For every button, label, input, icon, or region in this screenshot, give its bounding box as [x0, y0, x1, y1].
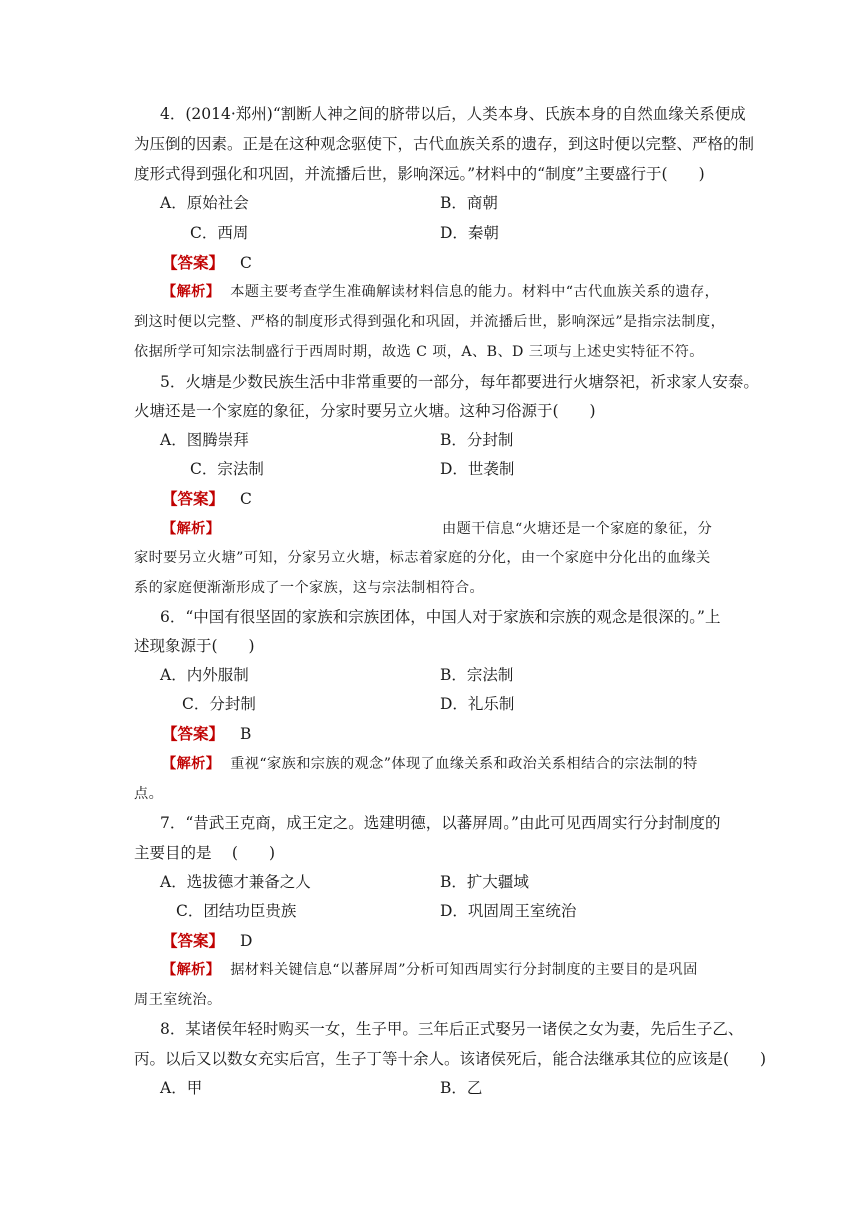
question-5-option-c: C．宗法制: [190, 460, 264, 478]
question-5-option-b: B．分封制: [440, 431, 514, 449]
question-4-answer: [162, 253, 762, 273]
question-4-option-a: A．原始社会: [160, 194, 249, 212]
analysis-text: 据材料关键信息“以蕃屏周”分析可知西周实行分封制度的主要目的是巩固: [230, 962, 698, 978]
question-6-analysis-line-1: [162, 754, 762, 774]
question-6-line-2: 述现象源于( ): [134, 637, 255, 655]
analysis-text: 重视“家族和宗族的观念”体现了血缘关系和政治关系相结合的宗法制的特: [230, 756, 698, 772]
question-6-option-a: A．内外服制: [160, 666, 249, 684]
answer-value: C: [240, 490, 252, 508]
analysis-tag: 【解析】: [162, 962, 221, 978]
analysis-tag: 【解析】: [162, 756, 221, 772]
question-8-line-2: 丙。以后又以数女充实后宫，生子丁等十余人。该诸侯死后，能合法继承其位的应该是( ): [134, 1050, 767, 1068]
question-4-analysis-line-2: 到这时便以完整、严格的制度形式得到强化和巩固，并流播后世，影响深远”是指宗法制度，: [134, 314, 726, 330]
question-7-option-b: B．扩大疆域: [440, 873, 529, 891]
question-7-option-c: C．团结功臣贵族: [176, 902, 297, 920]
answer-tag: 【答案】: [162, 253, 225, 272]
question-7-line-1: 7．“昔武王克商，成王定之。选建明德，以蕃屏周。”由此可见西周实行分封制度的: [160, 814, 721, 832]
question-7-answer: [162, 931, 762, 951]
answer-value: C: [240, 254, 252, 272]
analysis-tag: 【解析】: [162, 284, 221, 300]
question-4-line-1: 4．(2014·郑州)“割断人神之间的脐带以后，人类本身、氏族本身的自然血缘关系便成: [160, 105, 746, 123]
answer-tag: 【答案】: [162, 489, 225, 508]
question-5-option-d: D．世袭制: [440, 460, 515, 478]
question-6-answer: [162, 724, 762, 744]
question-4-option-d: D．秦朝: [440, 224, 499, 242]
question-5-analysis-line-1-text: 由题干信息“火塘还是一个家庭的象征，分: [442, 521, 713, 537]
question-7-analysis-line-1: [162, 960, 762, 980]
question-7-option-d: D．巩固周王室统治: [440, 902, 577, 920]
question-4-analysis-line-1: [162, 282, 762, 302]
answer-value: B: [240, 725, 252, 743]
question-8-option-a: A．甲: [160, 1079, 203, 1097]
question-6-analysis-line-2: 点。: [134, 786, 164, 802]
question-6-option-b: B．宗法制: [440, 666, 514, 684]
question-4-line-3: 度形式得到强化和巩固，并流播后世，影响深远。”材料中的“制度”主要盛行于( ): [134, 165, 705, 183]
question-5-analysis-line-2: 家时要另立火塘”可知，分家另立火塘，标志着家庭的分化，由一个家庭中分化出的血缘关: [134, 550, 711, 566]
question-6-line-1: 6．“中国有很坚固的家族和宗族团体，中国人对于家族和宗族的观念是很深的。”上: [160, 608, 721, 626]
answer-value: D: [240, 932, 253, 950]
analysis-tag: 【解析】: [162, 521, 221, 537]
question-5-analysis-line-3: 系的家庭便渐渐形成了一个家族，这与宗法制相符合。: [134, 580, 485, 596]
question-5-line-2: 火塘还是一个家庭的象征，分家时要另立火塘。这种习俗源于( ): [134, 402, 596, 420]
question-5-answer: [162, 489, 762, 509]
question-8-option-b: B．乙: [440, 1079, 483, 1097]
question-6-option-d: D．礼乐制: [440, 695, 515, 713]
question-5-option-a: A．图腾崇拜: [160, 431, 249, 449]
analysis-text: 本题主要考查学生准确解读材料信息的能力。材料中“古代血族关系的遗存，: [230, 284, 720, 300]
question-6-option-c: C．分封制: [182, 695, 256, 713]
question-4-option-c: C．西周: [190, 224, 249, 242]
question-4-analysis-line-3: 依据所学可知宗法制盛行于西周时期，故选 C 项，A、B、D 三项与上述史实特征不符。: [134, 344, 704, 360]
question-5-line-1: 5．火塘是少数民族生活中非常重要的一部分，每年都要进行火塘祭祀，祈求家人安泰。: [160, 373, 759, 391]
question-7-line-2: 主要目的是 ( ): [134, 844, 276, 862]
question-8-line-1: 8．某诸侯年轻时购买一女，生子甲。三年后正式娶另一诸侯之女为妻，先后生子乙、: [160, 1020, 744, 1038]
question-7-analysis-line-2: 周王室统治。: [134, 992, 222, 1008]
question-4-line-2: 为压倒的因素。正是在这种观念驱使下，古代血族关系的遗存，到这时便以完整、严格的制: [134, 135, 755, 153]
answer-tag: 【答案】: [162, 724, 225, 743]
question-7-option-a: A．选拔德才兼备之人: [160, 873, 311, 891]
question-4-option-b: B．商朝: [440, 194, 498, 212]
answer-tag: 【答案】: [162, 931, 225, 950]
